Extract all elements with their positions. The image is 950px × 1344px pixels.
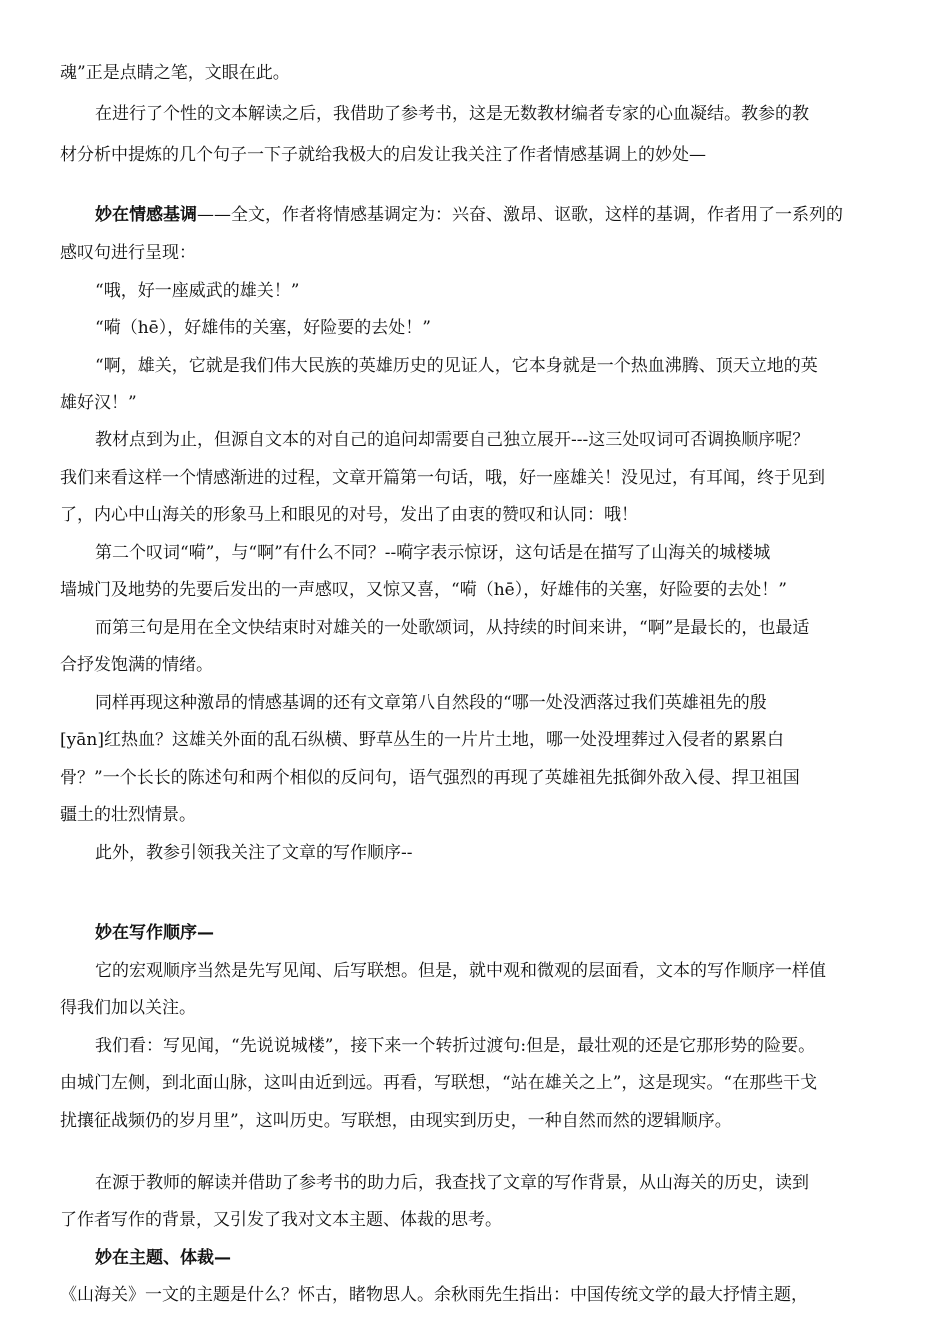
line-text: 我们来看这样一个情感渐进的过程，文章开篇第一句话，哦，好一座雄关！没见过，有耳闻，终于见到 (60, 468, 825, 488)
text-line (0, 611, 950, 645)
text-line (0, 836, 950, 870)
line-text: 雄好汉！” (60, 393, 137, 413)
line-text: 魂”正是点睛之笔，文眼在此。 (60, 63, 290, 83)
line-text: 骨？”一个长长的陈述句和两个相似的反问句，语气强烈的再现了英雄祖先抵御外敌入侵、捍卫祖国 (60, 768, 800, 788)
line-text: 教材点到为止，但源自文本的对自己的追问却需要自己独立展开---这三处叹词可否调换顺序呢？ (95, 430, 810, 450)
text-line (0, 498, 950, 532)
text-line (0, 56, 950, 90)
text-line (0, 198, 950, 232)
line-text: 得我们加以关注。 (60, 998, 196, 1018)
line-text: “哦，好一座威武的雄关！” (95, 281, 300, 301)
text-line (0, 274, 950, 308)
line-text: [yān]红热血？这雄关外面的乱石纵横、野草丛生的一片片土地，哪一处没埋葬过入侵者的累累白 (60, 730, 784, 750)
text-line (0, 686, 950, 720)
text-line (0, 386, 950, 420)
line-text: ——全文，作者将情感基调定为：兴奋、激昂、讴歌，这样的基调，作者用了一系列的 (197, 205, 843, 225)
text-line (0, 1029, 950, 1063)
section-heading: 妙在写作顺序— (95, 923, 214, 943)
text-line (0, 311, 950, 345)
text-line (0, 236, 950, 270)
line-text: 材分析中提炼的几个句子一下子就给我极大的启发让我关注了作者情感基调上的妙处— (60, 145, 706, 165)
text-line (0, 97, 950, 131)
text-line (0, 1104, 950, 1138)
text-line (0, 723, 950, 757)
line-text: 同样再现这种激昂的情感基调的还有文章第八自然段的“哪一处没洒落过我们英雄祖先的殷 (95, 693, 767, 713)
line-text: 它的宏观顺序当然是先写见闻、后写联想。但是，就中观和微观的层面看，文本的写作顺序一样值 (95, 961, 826, 981)
line-text: 了作者写作的背景，又引发了我对文本主题、体裁的思考。 (60, 1210, 502, 1230)
text-line (0, 1241, 950, 1275)
line-text: 第二个叹词“嗬”，与“啊”有什么不同？--嗬字表示惊讶，这句话是在描写了山海关的城楼城 (95, 543, 771, 563)
line-text: 墙城门及地势的先要后发出的一声感叹，又惊又喜，“嗬（hē），好雄伟的关塞，好险要的去处！” (60, 580, 787, 600)
text-line (0, 138, 950, 172)
text-line (0, 349, 950, 383)
line-text: 合抒发饱满的情绪。 (60, 655, 213, 675)
line-text: 在进行了个性的文本解读之后，我借助了参考书，这是无数教材编者专家的心血凝结。教参的教 (95, 104, 809, 124)
text-line (0, 991, 950, 1025)
line-text: 《山海关》一文的主题是什么？怀古，睹物思人。余秋雨先生指出：中国传统文学的最大抒情主题， (60, 1285, 808, 1305)
text-line (0, 573, 950, 607)
text-line (0, 1278, 950, 1312)
text-line (0, 798, 950, 832)
section-heading: 妙在主题、体裁— (95, 1248, 231, 1268)
line-text: 我们看：写见闻，“先说说城楼”，接下来一个转折过渡句:但是，最壮观的还是它那形势的险要。 (95, 1036, 816, 1056)
text-line (0, 648, 950, 682)
line-text: 扰攘征战频仍的岁月里”，这叫历史。写联想，由现实到历史，一种自然而然的逻辑顺序。 (60, 1111, 732, 1131)
text-line (0, 916, 950, 950)
text-line (0, 1203, 950, 1237)
text-line (0, 423, 950, 457)
text-line (0, 1066, 950, 1100)
line-text: 此外，教参引领我关注了文章的写作顺序-- (95, 843, 413, 863)
text-line (0, 954, 950, 988)
text-line (0, 761, 950, 795)
line-text: 感叹句进行呈现： (60, 243, 196, 263)
line-text: 而第三句是用在全文快结束时对雄关的一处歌颂词，从持续的时间来讲，“啊”是最长的，也最适 (95, 618, 810, 638)
text-line (0, 536, 950, 570)
line-text: 由城门左侧，到北面山脉，这叫由近到远。再看，写联想，“站在雄关之上”，这是现实。“在那些干戈 (60, 1073, 818, 1093)
line-text: “啊，雄关，它就是我们伟大民族的英雄历史的见证人，它本身就是一个热血沸腾、顶天立地的英 (95, 356, 818, 376)
line-text: 了，内心中山海关的形象马上和眼见的对号，发出了由衷的赞叹和认同：哦！ (60, 505, 638, 525)
section-heading: 妙在情感基调 (95, 205, 197, 225)
line-text: “嗬（hē），好雄伟的关塞，好险要的去处！” (95, 318, 431, 338)
text-line (0, 461, 950, 495)
line-text: 在源于教师的解读并借助了参考书的助力后，我查找了文章的写作背景，从山海关的历史，读到 (95, 1173, 809, 1193)
line-text: 疆土的壮烈情景。 (60, 805, 196, 825)
text-line (0, 1166, 950, 1200)
